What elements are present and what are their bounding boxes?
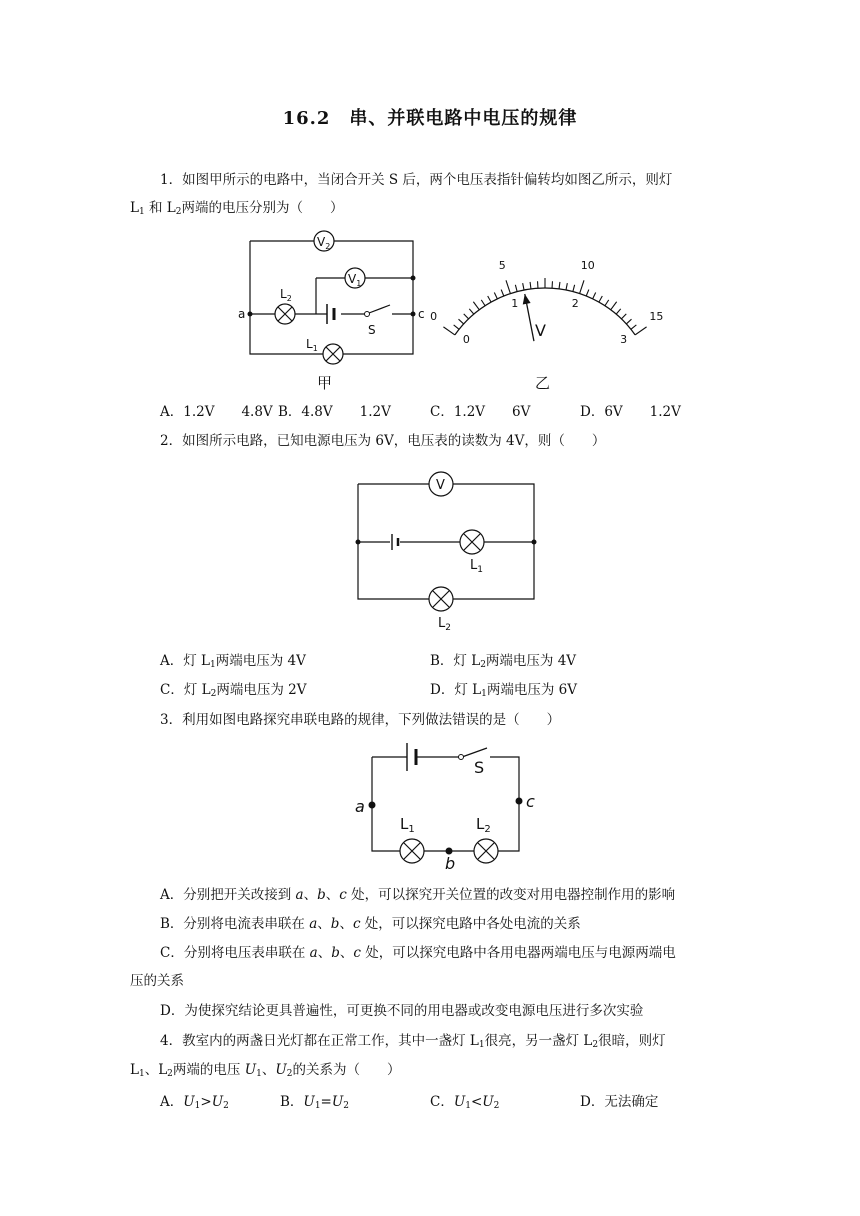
dial-tick: [635, 327, 646, 335]
l2-label: $L_2$: [476, 815, 491, 835]
dial-tick: [443, 327, 454, 335]
node-a-label: a: [238, 307, 246, 321]
voltmeter-dial-yi: [430, 238, 664, 398]
dial-tick: [494, 293, 497, 299]
dial-tick: [559, 282, 560, 289]
l2-label: $L_2$: [280, 287, 292, 303]
node-c-label: c: [526, 792, 535, 811]
circuit-diagram-q3: [350, 740, 550, 875]
switch-s-label: S: [368, 323, 376, 337]
dial-tick: [506, 280, 510, 293]
q3-option-d[interactable]: D．为使探究结论更具普遍性，可更换不同的用电器或改变电源电压进行多次实验: [160, 1003, 644, 1019]
q1-option-a[interactable]: A．1.2V 4.8V: [160, 404, 273, 420]
figure-caption-yi: 乙: [535, 374, 551, 392]
dial-tick: [459, 319, 464, 324]
q3-option-b[interactable]: B．分别将电流表串联在 a、b、c 处，可以探究电路中各处电流的关系: [160, 916, 581, 932]
q3-stem: 3．利用如图电路探究串联电路的规律，下列做法错误的是（ ）: [160, 712, 561, 728]
needle-arrowhead: [523, 294, 531, 305]
dial-tick: [593, 293, 596, 299]
q1-option-d[interactable]: D．6V 1.2V: [580, 404, 681, 420]
q3-option-c-line2: 压的关系: [130, 973, 184, 989]
q4-option-a[interactable]: A．$U_1>U_2$: [160, 1094, 229, 1111]
dial-tick: [473, 302, 479, 310]
l2-label: $L_2$: [438, 616, 451, 633]
figure-caption-jia: 甲: [317, 374, 333, 392]
dial-tick: [566, 283, 567, 290]
dial-tick: [481, 300, 485, 306]
q4-stem-line2: $L_1$、$L_2$两端的电压 $U_1$、$U_2$的关系为（ ）: [130, 1062, 401, 1079]
node-c-label: c: [418, 307, 425, 321]
dial-tick: [454, 325, 459, 329]
q1-stem-line1: 1．如图甲所示的电路中，当闭合开关 S 后，两个电压表指针偏转均如图乙所示，则灯: [160, 172, 673, 188]
q4-option-d[interactable]: D．无法确定: [580, 1094, 659, 1110]
dial-tick: [631, 325, 636, 329]
dial-outer-label: 10: [580, 258, 595, 272]
dial-tick: [530, 282, 531, 289]
q2-option-a[interactable]: A．灯 $L_1$两端电压为 4V: [160, 653, 306, 670]
dial-tick: [599, 296, 602, 302]
dial-outer-label: 5: [498, 258, 506, 272]
q1-option-c[interactable]: C．1.2V 6V: [430, 404, 531, 420]
dial-tick: [605, 300, 609, 306]
dial-inner-label: 3: [620, 332, 628, 346]
l1-label: $L_1$: [400, 815, 415, 835]
dial-inner-label: 1: [511, 296, 519, 310]
q4-option-c[interactable]: C．$U_1<U_2$: [430, 1094, 500, 1111]
dial-tick: [464, 314, 469, 319]
q2-option-b[interactable]: B．灯 $L_2$两端电压为 4V: [430, 653, 577, 670]
q3-option-a[interactable]: A．分别把开关改接到 a、b、c 处，可以探究开关位置的改变对用电器控制作用的影响: [160, 887, 676, 903]
q2-option-c[interactable]: C．灯 $L_2$两端电压为 2V: [160, 682, 307, 699]
dial-tick: [580, 280, 584, 293]
dial-tick: [515, 285, 517, 292]
dial-tick: [488, 296, 491, 302]
v1-label: $V_1$: [348, 272, 362, 288]
l1-label: $L_1$: [306, 337, 318, 353]
dial-inner-label: 2: [571, 296, 579, 310]
dial-tick: [621, 314, 626, 319]
dial-tick: [611, 302, 617, 310]
dial-outer-label: 0: [430, 309, 438, 323]
dial-tick: [523, 283, 524, 290]
circuit-diagram-q2: [350, 466, 550, 636]
unit-label: V: [535, 321, 546, 340]
dial-tick: [469, 309, 474, 314]
q1-option-b[interactable]: B．4.8V 1.2V: [278, 404, 391, 420]
q2-option-d[interactable]: D．灯 $L_1$两端电压为 6V: [430, 682, 577, 699]
dial-tick: [501, 290, 504, 296]
q4-option-b[interactable]: B．$U_1=U_2$: [280, 1094, 349, 1111]
dial-tick: [616, 309, 621, 314]
v2-label: $V_2$: [317, 235, 331, 251]
q3-option-c-line1[interactable]: C．分别将电压表串联在 a、b、c 处，可以探究电路中各用电器两端电压与电源两端电: [160, 945, 676, 961]
q4-stem-line1: 4．教室内的两盏日光灯都在正常工作，其中一盏灯 $L_1$很亮，另一盏灯 $L_2$很暗，则灯: [160, 1033, 666, 1050]
dial-inner-label: 0: [462, 332, 470, 346]
node-a-label: a: [355, 797, 365, 816]
dial-tick: [573, 285, 575, 292]
q1-stem-line2: $L_1$ 和 $L_2$两端的电压分别为（ ）: [130, 200, 344, 217]
switch-s-label: S: [474, 758, 485, 777]
circuit-diagram-jia: [230, 228, 430, 398]
node-b-label: b: [445, 854, 456, 873]
page-title: 16.2 串、并联电路中电压的规律: [282, 108, 578, 129]
dial-outer-label: 15: [649, 309, 664, 323]
q2-stem: 2．如图所示电路，已知电源电压为 6V，电压表的读数为 4V，则（ ）: [160, 433, 606, 449]
dial-tick: [626, 319, 631, 324]
voltmeter-label: V: [436, 478, 445, 493]
l1-label: $L_1$: [470, 558, 483, 575]
dial-tick: [586, 290, 589, 296]
